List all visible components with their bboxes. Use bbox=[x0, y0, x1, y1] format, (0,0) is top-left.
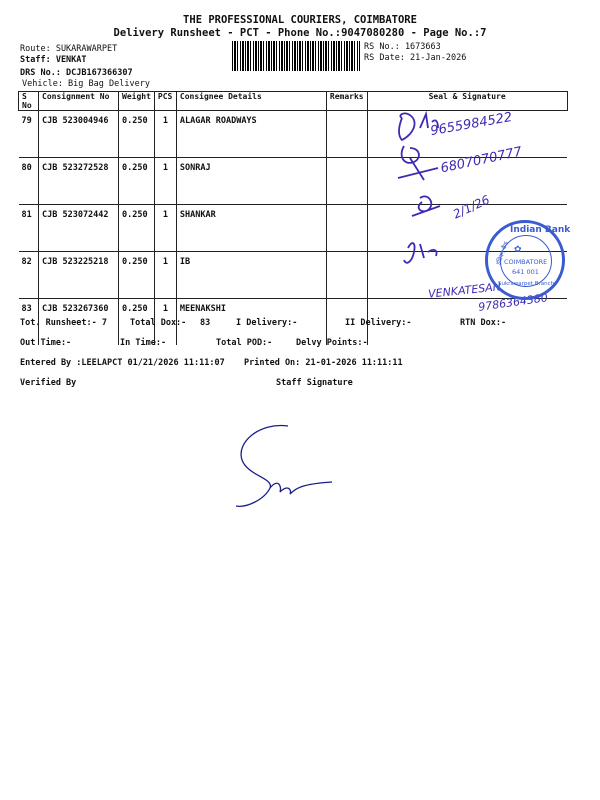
row-pcs: 1 bbox=[154, 205, 176, 252]
handwritten-phone-3: 9786364380 bbox=[477, 291, 549, 314]
printed-on: Printed On: 21-01-2026 11:11:11 bbox=[244, 358, 403, 368]
row-pcs: 1 bbox=[154, 158, 176, 205]
col-weight: Weight bbox=[119, 92, 155, 111]
total-dox-value: 83 bbox=[200, 318, 211, 328]
handwritten-phone-1: 9655984522 bbox=[429, 109, 514, 140]
rtn-dox: RTN Dox:- bbox=[460, 318, 507, 328]
bank-seal-stamp bbox=[485, 220, 571, 300]
row-sno: 79 bbox=[19, 111, 39, 158]
row-consignee: SHANKAR bbox=[176, 205, 326, 252]
row-sno: 81 bbox=[19, 205, 39, 252]
row-consignment: CJB 523004946 bbox=[39, 111, 119, 158]
row-weight: 0.250 bbox=[119, 205, 155, 252]
handwritten-date: 2/1/26 bbox=[450, 192, 492, 222]
row-consignee: ALAGAR ROADWAYS bbox=[176, 111, 326, 158]
row-consignee: IB bbox=[176, 252, 326, 299]
col-consignment: Consignment No bbox=[39, 92, 119, 111]
seal-pin: 641 001 bbox=[512, 268, 539, 276]
entered-by: Entered By :LEELAPCT 01/21/2026 11:11:07 bbox=[20, 358, 225, 368]
vehicle-label: Vehicle: Big Bag Delivery bbox=[22, 79, 150, 89]
handwritten-phone-2: 6807070777 bbox=[439, 144, 524, 177]
staff-signature-scrawl bbox=[230, 420, 340, 520]
col-consignee: Consignee Details bbox=[176, 92, 326, 111]
delvy-points: Delvy Points:- bbox=[296, 338, 368, 348]
staff-label: Staff: VENKAT bbox=[20, 55, 87, 65]
row-sno: 83 bbox=[19, 299, 39, 346]
row-consignment: CJB 523072442 bbox=[39, 205, 119, 252]
route-label: Route: SUKARAWARPET bbox=[20, 44, 118, 54]
seal-bank-name: Indian Bank bbox=[510, 225, 571, 235]
total-dox-label: Total Dox:- bbox=[130, 318, 187, 328]
seal-script: इंडियन बैंक bbox=[495, 240, 511, 266]
out-time: Out Time:- bbox=[20, 338, 72, 348]
seal-branch: Sukrawarpet Branch bbox=[498, 281, 555, 287]
ii-delivery: II Delivery:- bbox=[345, 318, 412, 328]
row-consignment: CJB 523225218 bbox=[39, 252, 119, 299]
tot-runsheet: Tot. Runsheet:- 7 bbox=[20, 318, 107, 328]
barcode-image bbox=[232, 41, 360, 71]
row-sno: 80 bbox=[19, 158, 39, 205]
row-consignment: CJB 523267360 bbox=[39, 299, 119, 346]
bank-logo-icon: ✿ bbox=[514, 245, 522, 255]
rs-date: RS Date: 21-Jan-2026 bbox=[364, 53, 467, 63]
col-sno: S No bbox=[19, 92, 39, 111]
row-remarks bbox=[326, 252, 367, 299]
row-consignment: CJB 523272528 bbox=[39, 158, 119, 205]
rs-number: RS No.: 1673663 bbox=[364, 42, 441, 52]
total-pod: Total POD:- bbox=[216, 338, 273, 348]
row-remarks bbox=[326, 205, 367, 252]
row-consignee: SONRAJ bbox=[176, 158, 326, 205]
handwritten-name: VENKATESAN bbox=[427, 280, 502, 301]
row-weight: 0.250 bbox=[119, 299, 155, 346]
verified-by: Verified By bbox=[20, 378, 77, 388]
staff-signature-label: Staff Signature bbox=[276, 378, 353, 388]
row-pcs: 1 bbox=[154, 299, 176, 346]
row-remarks bbox=[326, 158, 367, 205]
col-seal-signature: Seal & Signature bbox=[367, 92, 567, 111]
row-pcs: 1 bbox=[154, 111, 176, 158]
row-weight: 0.250 bbox=[119, 158, 155, 205]
row-weight: 0.250 bbox=[119, 111, 155, 158]
row-remarks bbox=[326, 111, 367, 158]
drs-number: DRS No.: DCJB167366307 bbox=[20, 68, 133, 78]
i-delivery: I Delivery:- bbox=[236, 318, 298, 328]
runsheet-subtitle: Delivery Runsheet - PCT - Phone No.:9047080280 - Page No.:7 bbox=[113, 27, 487, 39]
col-pcs: PCS bbox=[154, 92, 176, 111]
seal-city: COIMBATORE bbox=[504, 258, 548, 266]
row-pcs: 1 bbox=[154, 252, 176, 299]
row-sno: 82 bbox=[19, 252, 39, 299]
col-remarks: Remarks bbox=[326, 92, 367, 111]
row-consignee: MEENAKSHI bbox=[176, 299, 326, 346]
row-weight: 0.250 bbox=[119, 252, 155, 299]
company-title: THE PROFESSIONAL COURIERS, COIMBATORE bbox=[183, 14, 417, 26]
in-time: In Time:- bbox=[120, 338, 167, 348]
